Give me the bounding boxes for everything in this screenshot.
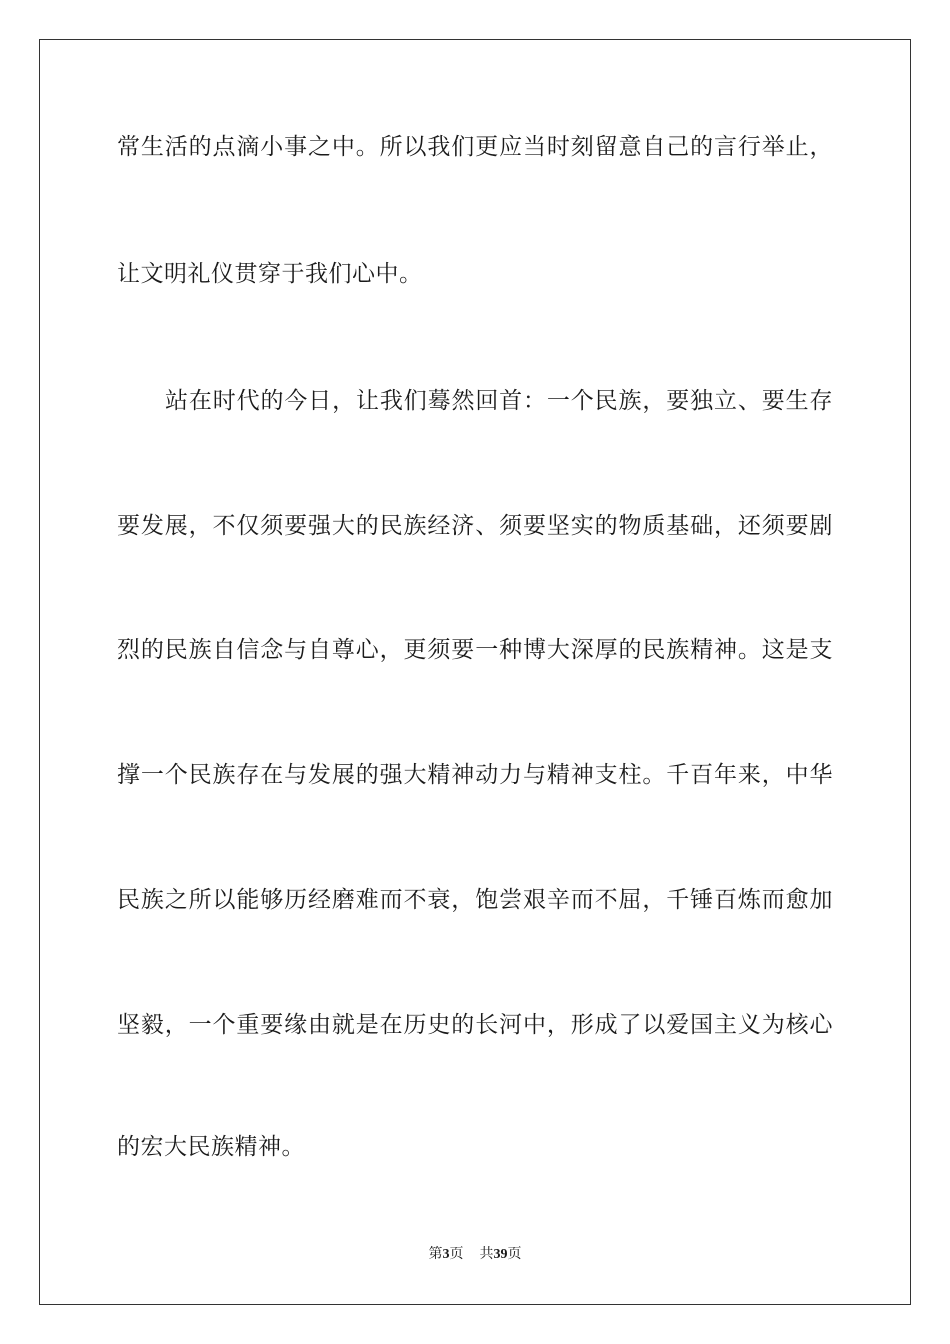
footer-page-prefix: 第 bbox=[428, 1247, 443, 1262]
paragraph-line: 的宏大民族精神。 bbox=[117, 1134, 305, 1160]
paragraph-line: 要发展，不仅须要强大的民族经济、须要坚实的物质基础，还须要剧 bbox=[117, 513, 833, 539]
paragraph-line: 坚毅，一个重要缘由就是在历史的长河中，形成了以爱国主义为核心 bbox=[117, 1012, 833, 1038]
paragraph-line: 烈的民族自信念与自尊心，更须要一种博大深厚的民族精神。这是支 bbox=[117, 637, 833, 663]
footer-page-number: 3 bbox=[442, 1247, 450, 1262]
footer-total-prefix: 共 bbox=[479, 1247, 494, 1262]
footer-total-suffix: 页 bbox=[507, 1247, 522, 1262]
paragraph-line: 站在时代的今日，让我们蓦然回首：一个民族，要独立、要生存 bbox=[165, 388, 833, 414]
page-border bbox=[39, 39, 911, 1305]
page-footer bbox=[0, 1246, 950, 1264]
footer-total-pages: 39 bbox=[493, 1247, 508, 1262]
paragraph-line: 让文明礼仪贯穿于我们心中。 bbox=[117, 261, 423, 287]
footer-page-suffix: 页 bbox=[449, 1247, 464, 1262]
paragraph-line: 撑一个民族存在与发展的强大精神动力与精神支柱。千百年来，中华 bbox=[117, 762, 833, 788]
paragraph-line: 常生活的点滴小事之中。所以我们更应当时刻留意自己的言行举止， bbox=[117, 134, 833, 160]
paragraph-line: 民族之所以能够历经磨难而不衰，饱尝艰辛而不屈，千锤百炼而愈加 bbox=[117, 887, 833, 913]
